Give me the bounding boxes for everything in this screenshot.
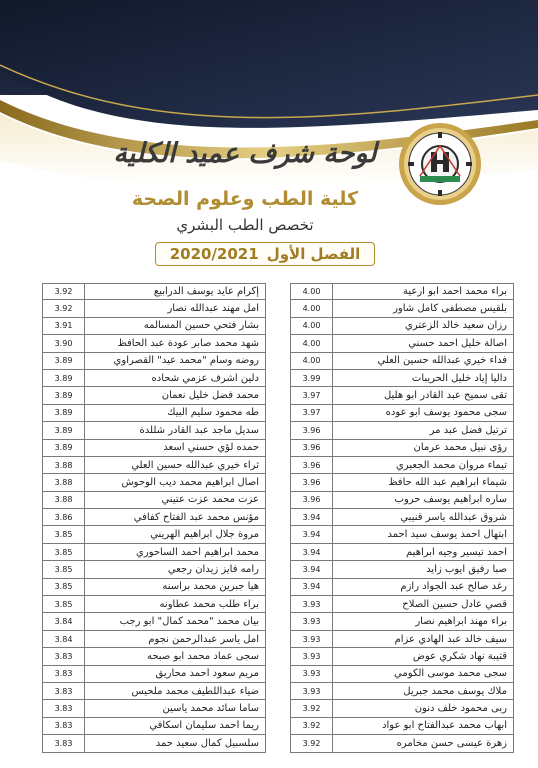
student-name-cell: سيف خالد عبد الهادي عزام xyxy=(394,633,507,645)
student-name-cell: ربى محمود خلف دنون xyxy=(414,703,507,715)
student-name-cell: قتيبة نهاد شكري عوض xyxy=(412,650,507,662)
table-row xyxy=(290,370,514,387)
table-row xyxy=(290,683,514,700)
table-row xyxy=(42,335,266,352)
table-row xyxy=(290,300,514,317)
gpa-cell: 3.93 xyxy=(291,683,333,699)
gpa-cell: 3.89 xyxy=(43,422,85,438)
student-name-cell: بلقيس مصطفى كامل شاور xyxy=(393,303,507,315)
gpa-cell: 3.94 xyxy=(291,579,333,595)
gpa-cell: 3.93 xyxy=(291,613,333,629)
table-row xyxy=(42,631,266,648)
student-name-cell: سلسبيل كمال سعيد حمد xyxy=(155,737,259,749)
gpa-cell: 3.97 xyxy=(291,405,333,421)
table-row xyxy=(42,700,266,717)
student-name-cell: مريم سعود أحمد محاريق xyxy=(155,668,259,680)
table-row xyxy=(290,353,514,370)
gpa-cell: 4.00 xyxy=(291,300,333,316)
student-name-cell: مروة جلال ابراهيم الهريني xyxy=(150,529,259,541)
gpa-cell: 3.83 xyxy=(43,700,85,716)
gpa-cell: 3.84 xyxy=(43,631,85,647)
table-row xyxy=(42,457,266,474)
student-name-cell: ساره ابراهيم يوسف حروب xyxy=(394,494,507,506)
gpa-cell: 3.97 xyxy=(291,387,333,403)
table-row xyxy=(42,353,266,370)
gpa-cell: 3.96 xyxy=(291,492,333,508)
student-name-cell: داليا إياد خليل الحريبات xyxy=(411,372,507,384)
student-name-cell: سجى محمد موسى الكومي xyxy=(394,668,507,680)
table-row xyxy=(290,440,514,457)
gpa-cell: 3.89 xyxy=(43,387,85,403)
student-name-cell: ضياء عبداللطيف محمد ملحيس xyxy=(131,685,259,697)
gpa-cell: 3.93 xyxy=(291,666,333,682)
table-row xyxy=(290,648,514,665)
student-name-cell: ابتهال احمد يوسف سيد احمد xyxy=(387,529,507,541)
student-name-cell: براء مهند ابراهيم نصار xyxy=(415,616,507,628)
student-name-cell: امل ياسر عبدالرحمن نجوم xyxy=(148,633,259,645)
gpa-cell: 3.99 xyxy=(291,370,333,386)
student-name-cell: فداء خيري عبدالله حسين العلي xyxy=(377,355,507,367)
student-name-cell: سديل ماجد عبد القادر شللدة xyxy=(139,424,259,436)
gpa-cell: 3.92 xyxy=(291,735,333,751)
gpa-cell: 3.83 xyxy=(43,735,85,751)
student-name-cell: ساما سائد محمد ياسين xyxy=(162,703,259,715)
student-name-cell: بيان محمد "محمد كمال" ابو رجب xyxy=(119,616,259,628)
student-name-cell: ملاك يوسف محمد جبريل xyxy=(403,685,507,697)
table-row xyxy=(290,283,514,300)
table-row xyxy=(290,718,514,735)
table-row xyxy=(290,700,514,717)
student-name-cell: محمد فضل خليل نعمان xyxy=(161,390,259,402)
table-row xyxy=(42,596,266,613)
table-row xyxy=(290,474,514,491)
student-name-cell: سجى عماد محمد ابو صبحه xyxy=(146,650,259,662)
table-row xyxy=(42,735,266,752)
gpa-cell: 3.85 xyxy=(43,561,85,577)
table-row xyxy=(290,318,514,335)
student-name-cell: اصالة خليل احمد حسني xyxy=(408,337,507,349)
student-name-cell: سجى محمود يوسف ابو عوده xyxy=(385,407,507,419)
gpa-cell: 3.91 xyxy=(43,318,85,334)
student-name-cell: زهرة عيسى حسن مخامره xyxy=(396,737,507,749)
student-name-cell: شهد محمد صابر عودة عبد الحافظ xyxy=(117,337,259,349)
table-row xyxy=(290,405,514,422)
table-row xyxy=(42,666,266,683)
gpa-cell: 3.90 xyxy=(43,335,85,351)
gpa-cell: 4.00 xyxy=(291,335,333,351)
gpa-cell: 3.94 xyxy=(291,526,333,542)
table-row xyxy=(290,544,514,561)
gpa-cell: 3.85 xyxy=(43,596,85,612)
table-row xyxy=(290,579,514,596)
gpa-cell: 3.93 xyxy=(291,631,333,647)
honor-table-right xyxy=(290,283,514,753)
gpa-cell: 3.94 xyxy=(291,509,333,525)
student-name-cell: تيماء مروان محمد الجعبري xyxy=(395,459,507,471)
student-name-cell: صبا رفيق ايوب زايد xyxy=(426,563,507,575)
gpa-cell: 3.89 xyxy=(43,353,85,369)
table-row xyxy=(290,631,514,648)
student-name-cell: شروق عبدالله ياسر قنيبي xyxy=(400,511,507,523)
student-name-cell: بشار فتحي حسين المسالمه xyxy=(143,320,259,332)
semester-label: الفصل الأول xyxy=(266,245,361,263)
student-name-cell: مؤنس محمد عبد الفتاح كفافي xyxy=(133,511,259,523)
table-row xyxy=(42,492,266,509)
student-name-cell: امل مهند عبدالله نصار xyxy=(167,303,259,315)
table-row xyxy=(42,561,266,578)
gpa-cell: 3.92 xyxy=(43,300,85,316)
student-name-cell: احمد تيسير وجيه ابراهيم xyxy=(406,546,507,558)
table-row xyxy=(290,335,514,352)
student-name-cell: ابهاب محمد عبدالفتاح ابو عواد xyxy=(382,720,507,732)
student-name-cell: رؤى نبيل محمد عرمان xyxy=(413,442,507,454)
table-row xyxy=(290,613,514,630)
student-name-cell: رغد صالح عبد الجواد رازم xyxy=(400,581,507,593)
table-row xyxy=(42,474,266,491)
gpa-cell: 3.85 xyxy=(43,526,85,542)
gpa-cell: 3.89 xyxy=(43,405,85,421)
gpa-cell: 3.86 xyxy=(43,509,85,525)
semester-badge xyxy=(155,242,375,266)
student-name-cell: عزت محمد عزت عتيني xyxy=(161,494,259,506)
page-title: لوحة شرف عميد الكلية xyxy=(113,138,377,169)
table-row xyxy=(290,492,514,509)
semester-year: 2020/2021 xyxy=(169,245,259,263)
gpa-cell: 3.94 xyxy=(291,561,333,577)
table-row xyxy=(42,387,266,404)
table-row xyxy=(290,457,514,474)
gpa-cell: 4.00 xyxy=(291,284,333,299)
gpa-cell: 3.96 xyxy=(291,440,333,456)
college-name: كلية الطب وعلوم الصحة xyxy=(131,188,359,210)
student-name-cell: حمده لؤي حسني اسعد xyxy=(163,442,259,454)
table-row xyxy=(290,666,514,683)
student-name-cell: آصال ابراهيم محمد ديب الوحوش xyxy=(121,476,259,488)
gpa-cell: 3.83 xyxy=(43,666,85,682)
table-row xyxy=(42,440,266,457)
gpa-cell: 3.96 xyxy=(291,422,333,438)
university-logo xyxy=(398,122,482,206)
gpa-cell: 3.88 xyxy=(43,492,85,508)
table-row xyxy=(290,387,514,404)
gpa-cell: 3.93 xyxy=(291,596,333,612)
table-row xyxy=(42,509,266,526)
student-name-cell: هيا جبرين محمد براسنه xyxy=(162,581,259,593)
student-name-cell: محمد ابراهيم أحمد الساحوري xyxy=(136,546,259,558)
student-name-cell: ريما أحمد سليمان اسكافي xyxy=(149,720,259,732)
gpa-cell: 3.83 xyxy=(43,648,85,664)
gpa-cell: 4.00 xyxy=(291,318,333,334)
gpa-cell: 3.88 xyxy=(43,457,85,473)
table-row xyxy=(42,405,266,422)
table-row xyxy=(290,509,514,526)
student-name-cell: تقى سميح عبد القادر ابو هليل xyxy=(383,390,507,402)
gpa-cell: 3.96 xyxy=(291,457,333,473)
table-row xyxy=(42,318,266,335)
gpa-cell: 3.92 xyxy=(43,284,85,299)
gpa-cell: 3.92 xyxy=(291,718,333,734)
student-name-cell: براء محمد احمد ابو ارعية xyxy=(402,286,507,298)
table-row xyxy=(42,648,266,665)
student-name-cell: رزان سعيد خالد الزعتري xyxy=(405,320,507,332)
table-row xyxy=(290,422,514,439)
student-name-cell: براء طلب محمد عطاونه xyxy=(159,598,259,610)
student-name-cell: دلين اشرف عزمي شحاده xyxy=(151,372,259,384)
gpa-cell: 3.89 xyxy=(43,370,85,386)
gpa-cell: 3.85 xyxy=(43,579,85,595)
table-row xyxy=(42,422,266,439)
student-name-cell: رامه فايز زيدان رجعي xyxy=(167,563,259,575)
table-row xyxy=(290,561,514,578)
table-row xyxy=(42,718,266,735)
table-row xyxy=(290,596,514,613)
student-name-cell: روضه وسام "محمد عيد" القصراوي xyxy=(113,355,259,367)
gpa-cell: 3.85 xyxy=(43,544,85,560)
gpa-cell: 3.83 xyxy=(43,683,85,699)
table-row xyxy=(42,283,266,300)
student-name-cell: طه محمود سليم البيك xyxy=(167,407,259,419)
table-row xyxy=(290,735,514,752)
gpa-cell: 3.94 xyxy=(291,544,333,560)
gpa-cell: 4.00 xyxy=(291,353,333,369)
table-row xyxy=(42,300,266,317)
honor-table-left xyxy=(42,283,266,753)
student-name-cell: شيماء ابراهيم عبد الله حافظ xyxy=(388,476,507,488)
student-name-cell: قصي عادل حسين الصلاح xyxy=(402,598,507,610)
gpa-cell: 3.93 xyxy=(291,648,333,664)
gpa-cell: 3.83 xyxy=(43,718,85,734)
table-row xyxy=(42,683,266,700)
table-row xyxy=(42,579,266,596)
table-row xyxy=(42,526,266,543)
table-row xyxy=(42,544,266,561)
gpa-cell: 3.92 xyxy=(291,700,333,716)
student-name-cell: إكرام عايد يوسف الدرابيع xyxy=(153,286,259,298)
gpa-cell: 3.89 xyxy=(43,440,85,456)
gpa-cell: 3.88 xyxy=(43,474,85,490)
specialization: تخصص الطب البشري xyxy=(176,216,314,234)
table-row xyxy=(42,370,266,387)
student-name-cell: ثراء خيري عبدالله حسين العلي xyxy=(131,459,259,471)
table-row xyxy=(290,526,514,543)
table-row xyxy=(42,613,266,630)
gpa-cell: 3.84 xyxy=(43,613,85,629)
gpa-cell: 3.96 xyxy=(291,474,333,490)
student-name-cell: ترتيل فضل عبد مر xyxy=(429,424,507,436)
